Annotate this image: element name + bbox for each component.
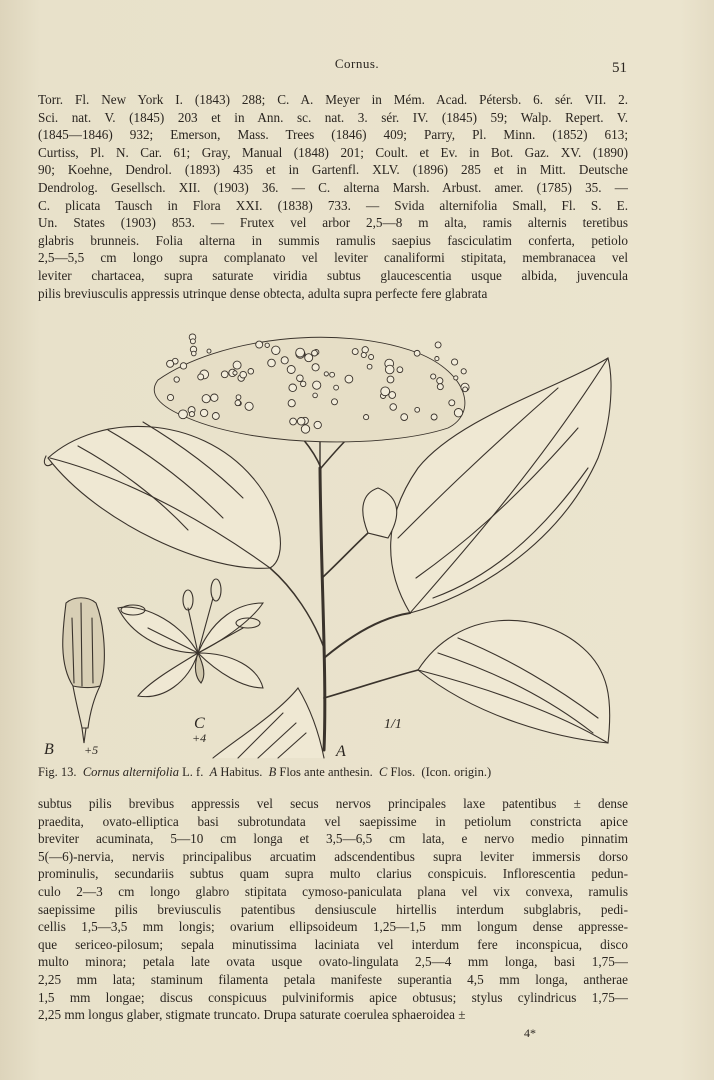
caption-part-c-text: Flos. (390, 765, 416, 779)
text-line: pilis breviusculis appressis utrinque dense obtecta, adulta supra perfecte fere glabrata (38, 285, 488, 301)
text-line: Curtiss, Pl. N. Car. 61; Gray, Manual (1848) 201; Coult. et Ev. in Bot. Gaz. XV. (1890) (38, 144, 628, 160)
floret (362, 347, 368, 353)
floret (313, 381, 321, 389)
floret (192, 351, 197, 356)
caption-species: Cornus alternifolia (82, 765, 180, 779)
leaf-fragment (213, 688, 324, 758)
floret (268, 359, 276, 367)
floret (297, 375, 304, 382)
floret (248, 369, 254, 375)
main-stem (320, 468, 325, 750)
young-leaf (363, 488, 397, 538)
floret (212, 413, 219, 420)
text-line: Sci. nat. V. (1845) 203 et in Ann. sc. nat. 3. sér. IV. (1845) 59; Walp. Repert. V. (38, 109, 628, 125)
floret (207, 349, 211, 353)
floret (296, 348, 305, 357)
lower-right-leaf (418, 620, 610, 743)
text-line: cellis 1,5—3,5 mm longis; ovarium ellipsoideum 1,25—1,5 mm longum dense appresse- (38, 919, 628, 935)
text-line: Torr. Fl. New York I. (1843) 288; C. A. Meyer in Mém. Acad. Pétersb. 6. sér. VII. 2. (38, 92, 628, 107)
floret (449, 400, 455, 406)
floret (352, 349, 358, 355)
label-c: C (194, 715, 205, 732)
floret (385, 365, 394, 374)
floret (256, 341, 263, 348)
floret (454, 409, 462, 417)
floret (330, 372, 335, 377)
text-line: culo 2—3 cm longo glabro stipitata cymoso-paniculata plana vel vix convexa, ramulis (38, 883, 628, 899)
label-b: B (44, 741, 54, 758)
text-line: breviter acuminata, 5—10 cm longa et 3,5—6,5 cm lata, e nervo medio pinnatim (38, 831, 628, 847)
floret (202, 395, 210, 403)
caption-source: (Icon. origin.) (421, 765, 492, 779)
caption-part-c-letter: C (379, 765, 388, 779)
text-line: 2,25 mm longus glaber, stigmate truncato. Drupa saturate coerulea sphaeroidea ± (38, 1007, 466, 1023)
label-b-scale: +5 (84, 743, 99, 757)
floret (463, 387, 468, 392)
flower-cluster (154, 334, 469, 442)
botanical-illustration (38, 318, 628, 763)
caption-author: L. f. (182, 765, 204, 779)
text-line: saepissime pilis breviusculis patentibus densiuscule hirtellis interdum subglabris, pedi- (38, 901, 628, 917)
floret (301, 425, 309, 433)
caption-fig-number: Fig. 13. (38, 765, 77, 779)
flower-bud-detail (63, 598, 105, 743)
floret (190, 339, 195, 344)
floret (221, 371, 228, 378)
floret (272, 346, 280, 354)
floret (334, 385, 339, 390)
floret (198, 374, 204, 380)
floret (364, 415, 369, 420)
floret (179, 410, 188, 419)
floret (435, 342, 441, 348)
floret (281, 357, 288, 364)
text-line: Un. States (1903) 853. — Frutex vel arbor 2,5—8 m alta, ramis alternis teretibus (38, 215, 628, 231)
illustration-svg (38, 318, 628, 763)
floret (454, 376, 458, 380)
caption-part-a-letter: A (209, 765, 218, 779)
floret (431, 374, 436, 379)
text-line: 5(—6)-nervia, nervis principalibus arcuatim adscendentibus supra leviter immersis dorso (38, 848, 628, 864)
text-line: (1845—1846) 932; Emerson, Mass. Trees (1846) 409; Parry, Pl. Minn. (1852) 613; (38, 127, 628, 143)
floret (305, 354, 313, 362)
figure-caption (38, 765, 628, 780)
floret (369, 355, 374, 360)
text-line: praedita, ovato-elliptica basi subrotundata vel saepissime in petiolum constricta apice (38, 813, 628, 829)
text-line: que sericeo-pilosum; sepala minutissima laciniata vel interdum fere inconspicua, disco (38, 936, 628, 952)
floret (437, 384, 443, 390)
floret (236, 395, 241, 400)
floret (289, 384, 297, 392)
floret (233, 361, 241, 369)
floret (381, 387, 390, 396)
floret (397, 367, 403, 373)
text-line: 2,5—5,5 cm longo supra complanato vel leviter canaliformi stipitata, membranacea vel (38, 250, 628, 266)
habit-scale: 1/1 (384, 717, 402, 732)
floret (189, 412, 194, 417)
open-flower-detail (118, 579, 263, 697)
floret (312, 350, 318, 356)
floret (174, 377, 179, 382)
text-line: leviter chartacea, supra saturate viridia subtus glaucescentia usque albida, juvencula (38, 267, 628, 283)
floret (367, 364, 372, 369)
floret (301, 381, 306, 386)
floret (461, 369, 466, 374)
label-c-scale: +4 (192, 731, 207, 745)
floret (200, 409, 207, 416)
text-line: 1,5 mm longae; discus conspicuus pulviniformis apice obtusus; stylus cylindricus 1,75— (38, 989, 628, 1005)
floret (437, 378, 443, 384)
floret (401, 414, 408, 421)
text-line: C. plicata Tausch in Flora XXI. (1838) 733. — Svida alternifolia Small, Fl. S. E. (38, 197, 628, 213)
floret (431, 414, 437, 420)
floret (288, 400, 295, 407)
floret (245, 402, 253, 410)
floret (297, 418, 305, 426)
floret (235, 400, 241, 406)
floret (180, 363, 186, 369)
text-line: 90; Koehne, Dendrol. (1893) 435 et in Gartenfl. XLV. (1896) 285 et in Mitt. Deutsche (38, 162, 628, 178)
text-line: 2,25 mm lata; staminum filamenta petala manifeste superantia 4,5 mm longa, antherae (38, 971, 628, 987)
text-line: Dendrolog. Gesellsch. XII. (1903) 36. — C. alterna Marsh. Arbust. amer. (1785) 35. — (38, 179, 628, 195)
floret (240, 371, 247, 378)
floret (415, 407, 420, 412)
caption-part-a-text: Habitus. (220, 765, 263, 779)
signature-mark: 4* (524, 1026, 536, 1040)
floret (290, 418, 297, 425)
text-line: glabris brunneis. Folia alterna in summis ramulis saepius fasciculatim conferta, petiolo (38, 232, 628, 248)
caption-part-b-letter: B (268, 765, 277, 779)
page-number: 51 (612, 60, 627, 76)
floret (361, 352, 366, 357)
floret (312, 364, 319, 371)
caption-part-b-text: Flos ante anthesin. (279, 765, 373, 779)
floret (324, 372, 328, 376)
running-title: Cornus. (334, 56, 380, 71)
floret (332, 399, 338, 405)
floret (390, 404, 397, 411)
floret (345, 375, 353, 383)
floret (233, 371, 237, 375)
upper-text-block (38, 91, 628, 302)
text-line: multo minora; petala late ovata usque ovato-lingulata 2,5—4 mm longa, basi 1,75— (38, 954, 628, 970)
lower-text-block (38, 795, 628, 1024)
floret (452, 359, 458, 365)
floret (287, 366, 295, 374)
floret (167, 394, 173, 400)
text-line: subtus pilis brevibus appressis vel secus nervos principales laxe patentibus ± dense (38, 796, 628, 811)
text-line: prominulis, secundariis subtus quam supra multo clarius conspicuis. Inflorescentia pedun- (38, 866, 628, 882)
floret (211, 394, 218, 401)
floret (314, 421, 321, 428)
floret (435, 357, 439, 361)
floret (313, 393, 318, 398)
floret (167, 360, 174, 367)
floret (414, 350, 420, 356)
floret (265, 343, 269, 347)
label-a: A (336, 743, 346, 760)
floret (387, 376, 394, 383)
